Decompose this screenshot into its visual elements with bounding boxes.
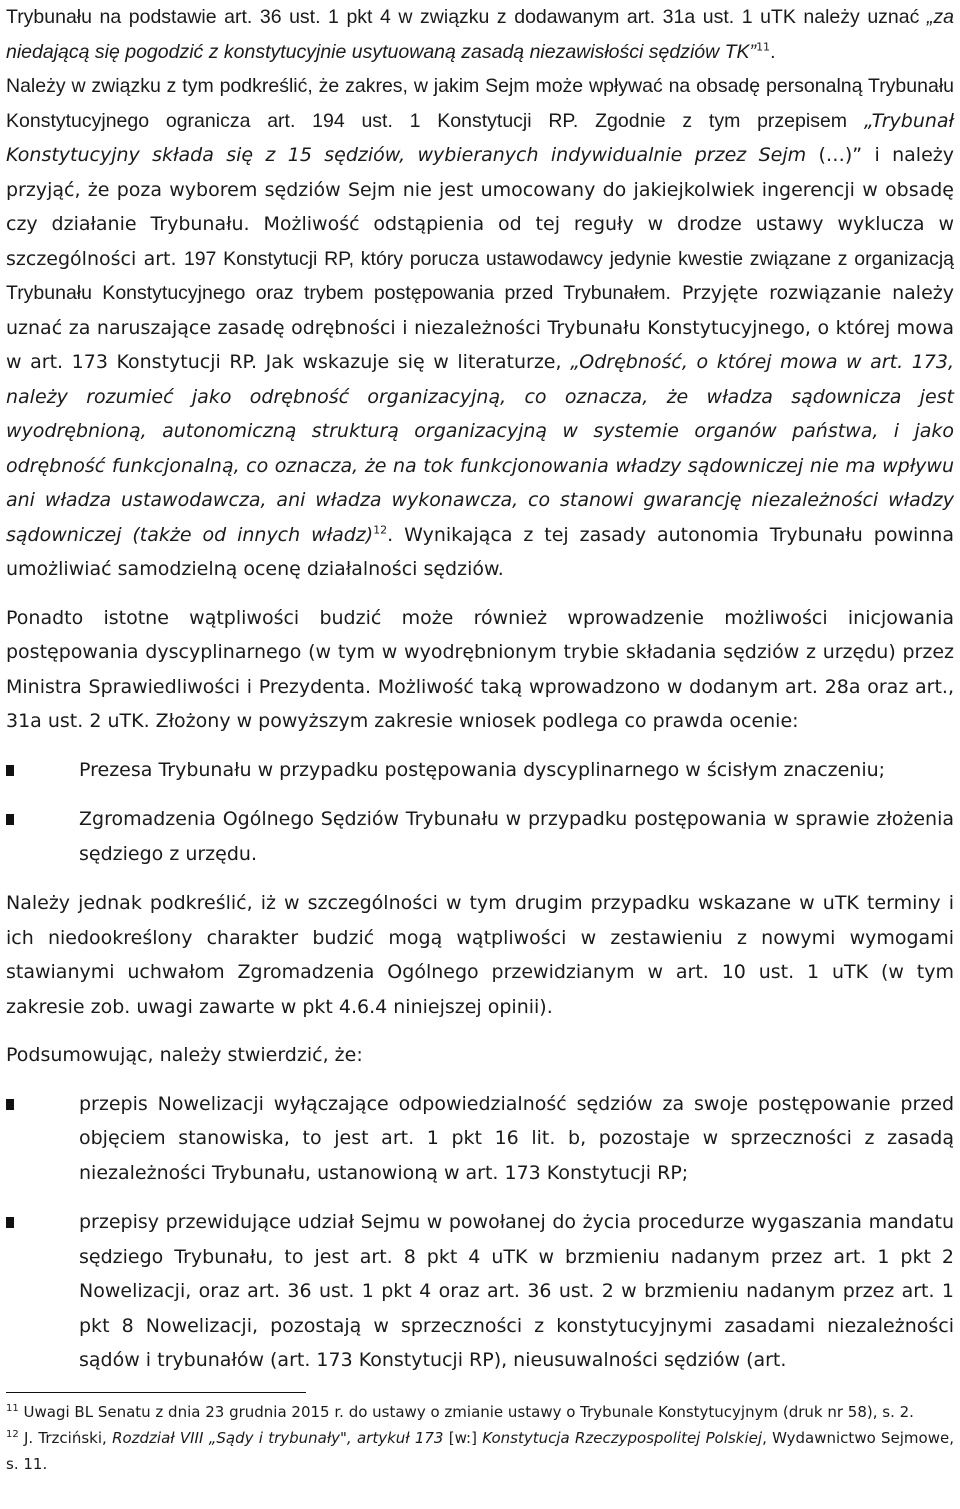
text-run: Należy w związku z tym podkreślić, że zakres, w jakim Sejm może wpływać na obsadę personalną Trybunału Konstytucyjnego ogranicza art. 194 ust. 1 Konstytucji RP. Zgodnie z tym przepisem xyxy=(6,75,954,132)
footnote-italic: Konstytucja Rzeczypospolitej Polskiej xyxy=(482,1428,763,1447)
list-item-text: Prezesa Trybunału w przypadku postępowania dyscyplinarnego w ścisłym znaczeniu; xyxy=(79,758,886,781)
footnote-italic: Rozdział VIII „Sądy i trybunały", artykuł 173 xyxy=(112,1428,444,1447)
conclusions-list xyxy=(6,1087,954,1378)
text-run: Przyjęte rozwiązanie należy uznać za naruszające zasadę odrębności i niezależności Trybunału Konstytucyjnego, o której mowa w art. 173 Konstytucji RP. Jak wskazuje się w literaturze, xyxy=(6,282,954,373)
text-run: (…)” i należy przyjąć, że poza wyborem sędziów Sejm nie jest umocowany do jakiejkolwiek ingerencji w obsadę czy działanie Trybunału. Możliwość odstąpienia od tej reguły w drodze ustawy wyklucza w szczególności art. xyxy=(6,144,954,270)
text-run: . Wynikająca z tej zasady autonomia Trybunału powinna umożliwiać samodzielną ocenę działalności sędziów. xyxy=(6,523,954,580)
list-item xyxy=(6,802,954,871)
footnote-number: 11 xyxy=(6,1402,19,1414)
square-bullet-icon xyxy=(6,765,14,776)
text-run: Trybunału na podstawie art. 36 ust. 1 pkt 4 w związku z dodawanym art. 31a ust. 1 uTK należy uznać xyxy=(6,6,927,28)
paragraph-tk-composition xyxy=(6,0,954,587)
list-item xyxy=(6,1205,954,1378)
list-item-text: przepisy przewidujące udział Sejmu w powołanej do życia procedurze wygaszania mandatu sędziego Trybunału, to jest art. 8 pkt 4 uTK w brzmieniu nadanym przez art. 1 pkt 2 Nowelizacji, oraz art. 36 ust. 1 pkt 4 oraz art. 36 ust. 2 w brzmieniu nadanym przez art. 1 pkt 8 Nowelizacji, pozostają w sprzeczności z konstytucyjnymi zasadami niezależności sądów i trybunałów (art. 173 Konstytucji RP), nieusuwalności sędziów (art. xyxy=(79,1211,954,1371)
list-item-text: Zgromadzenia Ogólnego Sędziów Trybunału w przypadku postępowania w sprawie złożenia sędziego z urzędu. xyxy=(79,808,954,865)
footnote-text: , Wydawnictwo Sejmowe, s. 11. xyxy=(6,1428,954,1473)
text-run: . xyxy=(770,40,776,63)
footnote-12 xyxy=(6,1425,954,1477)
paragraph-summary-intro: Podsumowując, należy stwierdzić, że: xyxy=(6,1044,363,1066)
paragraph-emphasis: Należy jednak podkreślić, iż w szczególności w tym drugim przypadku wskazane w uTK terminy i ich niedookreślony charakter budzić mogą wątpliwości w zestawieniu z nowymi wymogami stawianymi uchwałom Zgromadzenia Ogólnego przewidzianym w art. 10 ust. 1 uTK (w tym zakresie zob. uwagi zawarte w pkt 4.6.4 niniejszej opinii). xyxy=(6,892,954,1018)
paragraph-disciplinary: Ponadto istotne wątpliwości budzić może również wprowadzenie możliwości inicjowania postępowania dyscyplinarnego (w tym w wyodrębnionym trybie składania sędziów z urzędu) przez Ministra Sprawiedliwości i Prezydenta. Możliwość taką wprowadzono w dodanym art. 28a oraz art., 31a ust. 2 uTK. Złożony w powyższym zakresie wniosek podlega co prawda ocenie: xyxy=(6,606,954,732)
evaluation-list xyxy=(6,753,954,872)
footnote-ref-11[interactable]: 11 xyxy=(756,40,771,54)
quote-italic: „za niedającą się pogodzić z konstytucyjnie usytuowaną zasadą niezawisłości sędziów TK” xyxy=(6,6,954,63)
list-item xyxy=(6,753,954,788)
list-item xyxy=(6,1087,954,1191)
footnote-separator xyxy=(6,1392,306,1393)
list-item-text: przepis Nowelizacji wyłączające odpowiedzialność sędziów za swoje postępowanie przed objęciem stanowiska, to jest art. 1 pkt 16 lit. b, pozostaje w sprzeczności z zasadą niezależności Trybunału, ustanowioną w art. 173 Konstytucji RP; xyxy=(79,1092,954,1184)
footnote-11 xyxy=(6,1399,954,1425)
footnote-ref-12[interactable]: 12 xyxy=(373,523,388,537)
quote-italic: „Trybunał Konstytucyjny składa się z 15 sędziów, wybieranych indywidualnie przez Sejm xyxy=(6,109,954,166)
footnote-number: 12 xyxy=(6,1428,19,1440)
footnote-text: Uwagi BL Senatu z dnia 23 grudnia 2015 r. do ustawy o zmianie ustawy o Trybunale Konstytucyjnym (druk nr 58), s. 2. xyxy=(18,1402,914,1421)
footnote-text: J. Trzciński, xyxy=(18,1428,113,1447)
square-bullet-icon xyxy=(6,1217,14,1228)
text-run: 197 Konstytucji RP, który porucza ustawodawcy jedynie kwestie związane z organizacją Trybunału Konstytucyjnego oraz trybem postępowania przed Trybunałem. xyxy=(6,247,954,304)
footnote-text: [w:] xyxy=(443,1428,483,1447)
quote-italic: „Odrębność, o której mowa w art. 173, należy rozumieć jako odrębność organizacyjną, co oznacza, że władza sądownicza jest wyodrębnioną, autonomiczną strukturą organizacyjną w systemie organów państwa, i jako odrębność funkcjonalną, co oznacza, że na tok funkcjonowania władzy sądowniczej nie ma wpływu ani władza ustawodawcza, ani władza wykonawcza, co stanowi gwarancję niezależności władzy sądowniczej (także od innych władz) xyxy=(6,351,954,546)
square-bullet-icon xyxy=(6,814,14,825)
square-bullet-icon xyxy=(6,1099,14,1110)
